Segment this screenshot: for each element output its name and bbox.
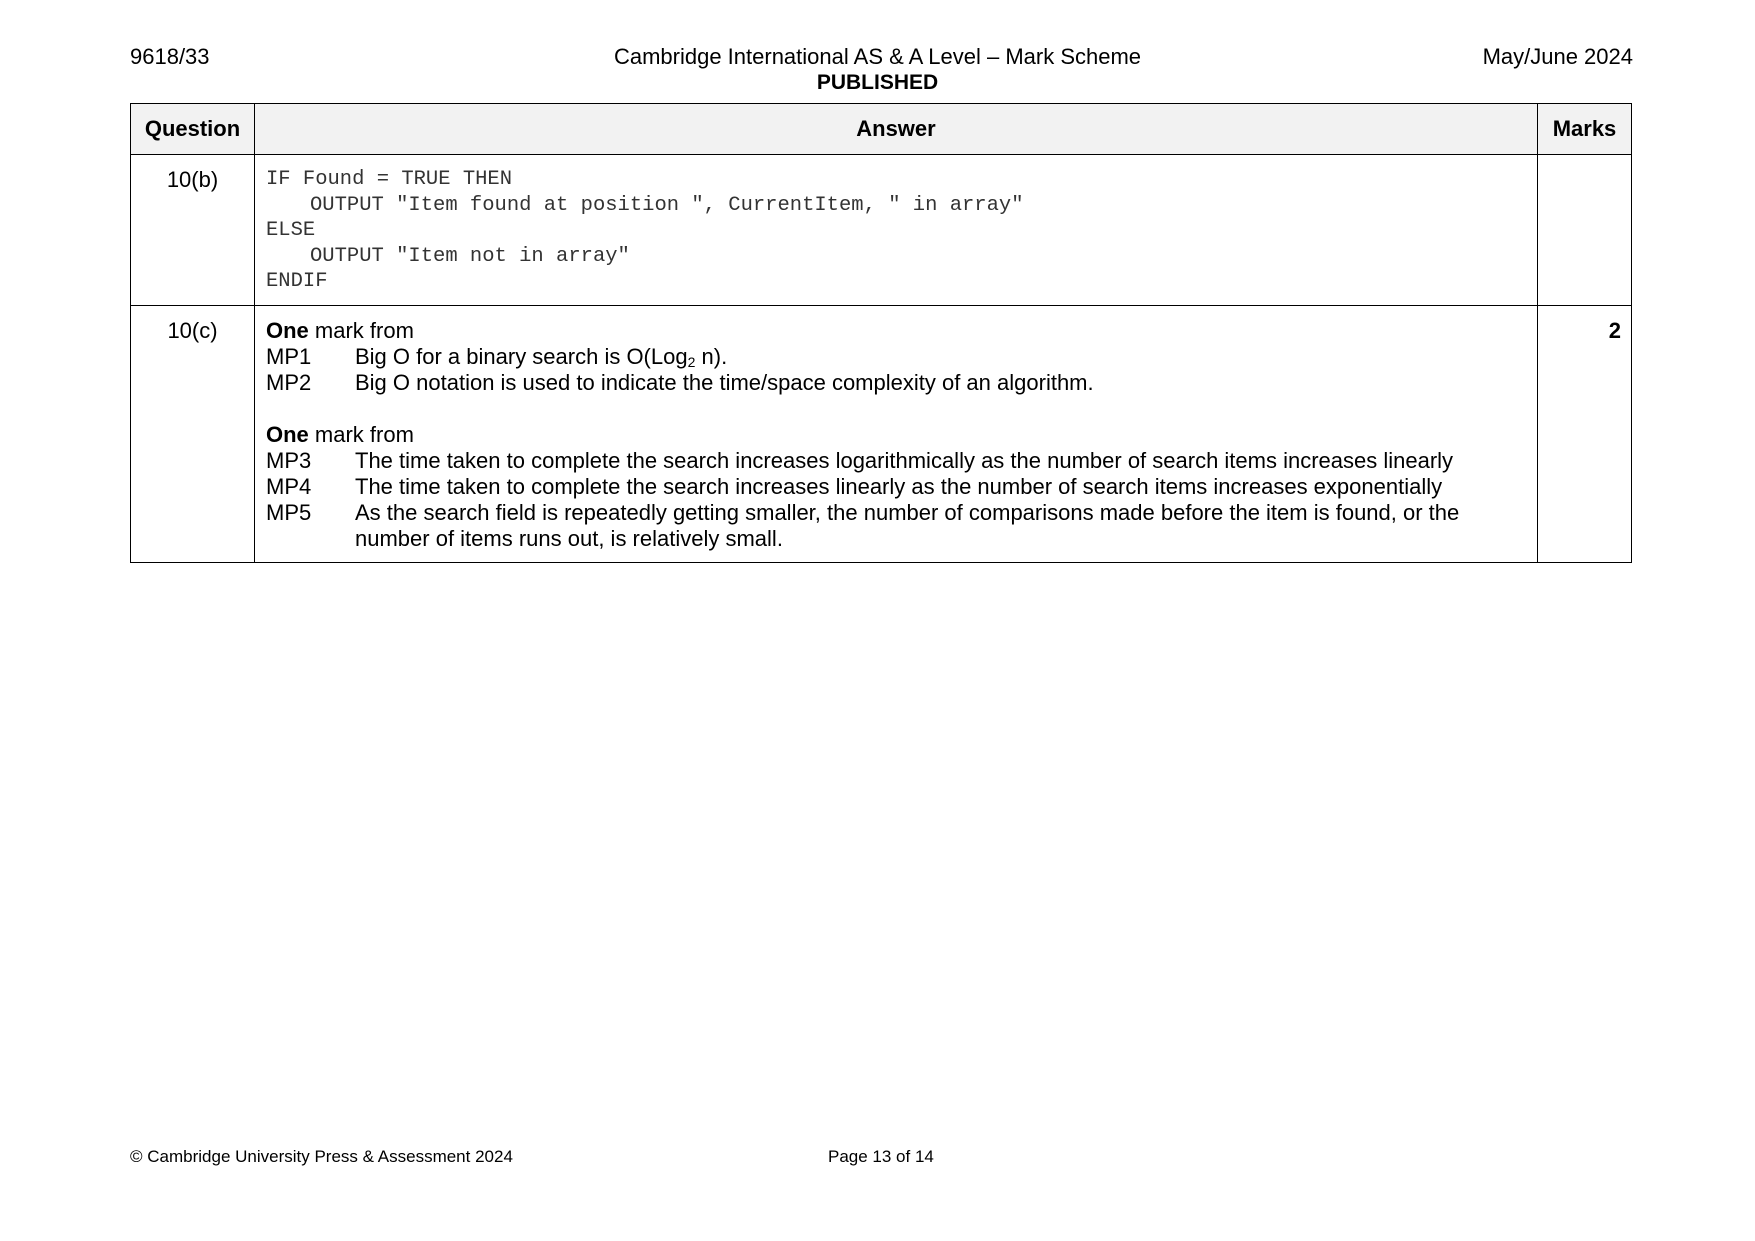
mark-point (266, 500, 1527, 552)
mark-point (266, 448, 1527, 474)
mark-count-bold: One (266, 421, 309, 447)
table-row (131, 155, 1632, 306)
copyright-notice: © Cambridge University Press & Assessment 2024 (130, 1147, 513, 1166)
mark-group-text: mark from (308, 421, 414, 447)
mark-point (266, 474, 1527, 500)
code-line: ELSE (266, 219, 316, 242)
marks-value: 2 (1538, 305, 1632, 562)
question-number: 10(b) (131, 155, 255, 306)
mark-point-text (355, 344, 1527, 370)
paper-code: 9618/33 (130, 44, 210, 69)
spacer (266, 396, 1527, 422)
published-label: PUBLISHED (816, 71, 939, 94)
mark-point-label: MP2 (266, 369, 312, 395)
log-base-subscript: 2 (687, 353, 696, 370)
question-number: 10(c) (131, 305, 255, 562)
mp1-text-pre: Big O for a binary search is O(Log (355, 343, 688, 369)
mark-point (266, 370, 1527, 396)
mark-point-label: MP1 (266, 343, 312, 369)
exam-session: May/June 2024 (1482, 44, 1633, 69)
mark-point-text: The time taken to complete the search increases linearly as the number of search items increases exponentially (355, 473, 1443, 499)
mark-count-bold: One (266, 317, 309, 343)
table-header-row (131, 104, 1632, 155)
mark-group-text: mark from (308, 317, 414, 343)
mark-point-label: MP5 (266, 499, 312, 525)
code-line: OUTPUT "Item not in array" (310, 244, 630, 268)
answer-cell (255, 305, 1538, 562)
code-line: ENDIF (266, 270, 328, 293)
mark-point-text: The time taken to complete the search increases logarithmically as the number of search items increases linearly (355, 447, 1454, 473)
pseudocode-block (266, 167, 1527, 295)
mark-group-heading (266, 318, 1527, 344)
mark-scheme-table (130, 103, 1632, 563)
mark-point (266, 344, 1527, 370)
code-line: OUTPUT "Item found at position ", CurrentItem, " in array" (310, 193, 1024, 217)
answer-column-header: Answer (255, 104, 1538, 155)
mark-point-label: MP4 (266, 473, 312, 499)
code-line: IF Found = TRUE THEN (266, 168, 513, 191)
page-number: Page 13 of 14 (828, 1147, 934, 1166)
mark-point-label: MP3 (266, 447, 312, 473)
table-row (131, 305, 1632, 562)
marks-value (1538, 155, 1632, 306)
mark-group-heading (266, 422, 1527, 448)
marks-column-header: Marks (1538, 104, 1632, 155)
mark-point-text: Big O notation is used to indicate the time/space complexity of an algorithm. (355, 369, 1094, 395)
title-text: Cambridge International AS & A Level – Mark Scheme (613, 44, 1142, 69)
answer-cell (255, 155, 1538, 306)
mp1-text-post: n). (695, 343, 728, 369)
mark-point-text: As the search field is repeatedly getting smaller, the number of comparisons made before the item is found, or the number of items runs out, is relatively small. (355, 499, 1460, 551)
question-column-header: Question (131, 104, 255, 155)
